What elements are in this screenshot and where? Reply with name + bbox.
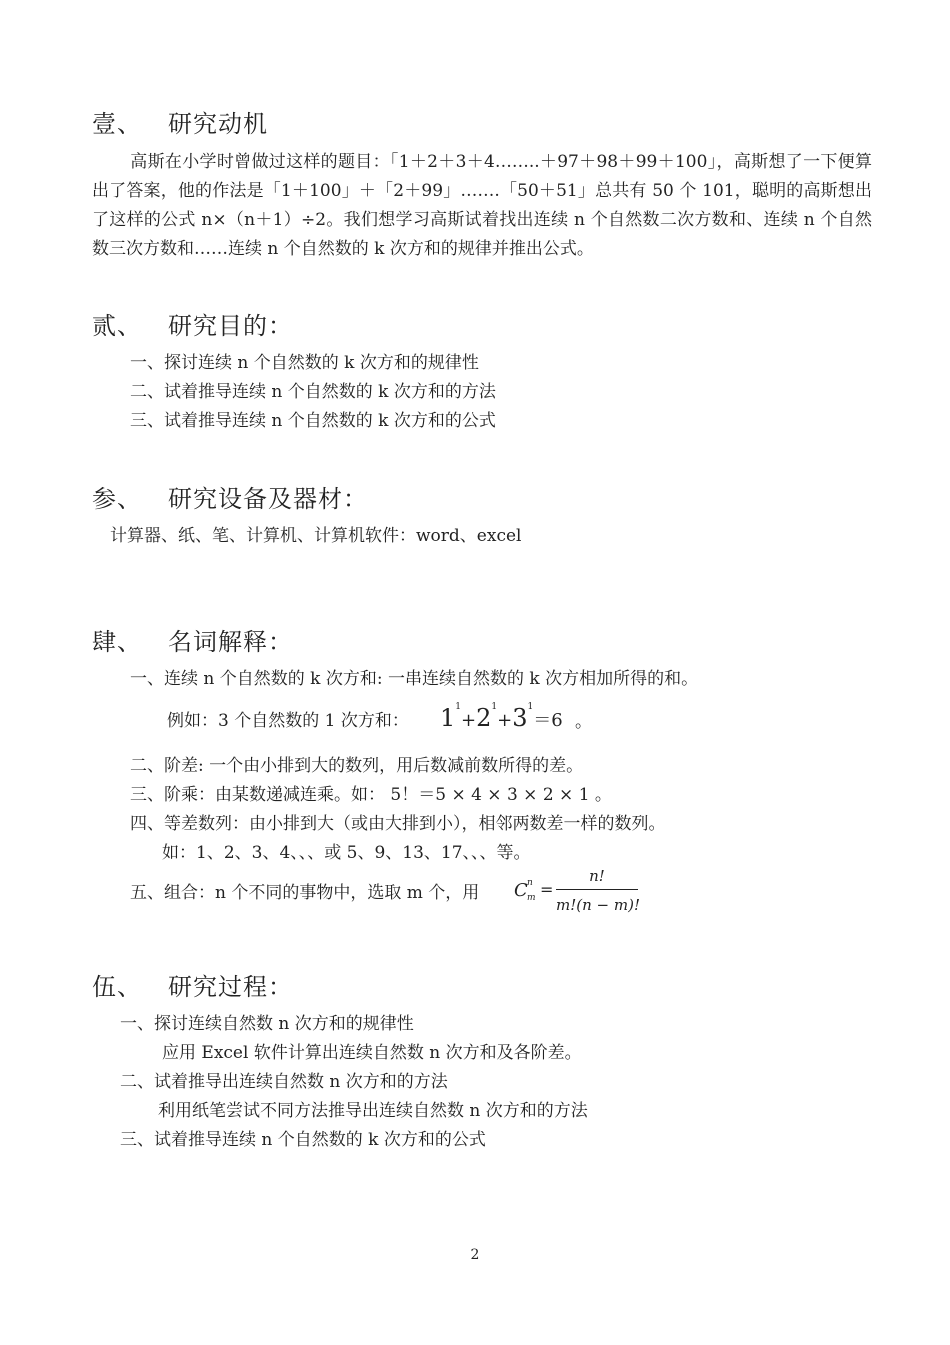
section-title: 研究设备及器材： (168, 485, 368, 513)
section-title: 名词解释： (168, 628, 293, 656)
formula-base: 1 (440, 704, 456, 732)
list-item: 二、试着推导连续 n 个自然数的 k 次方和的方法 (130, 382, 496, 402)
section-number: 贰、 (92, 312, 142, 340)
formula-exponent: 1 (455, 702, 462, 712)
section-number: 肆、 (92, 628, 142, 656)
section-number: 伍、 (92, 973, 142, 1001)
definition-item: 一、连续 n 个自然数的 k 次方和: 一串连续自然数的 k 次方相加所得的和。 (130, 669, 699, 689)
list-item: 一、探讨连续 n 个自然数的 k 次方和的规律性 (130, 353, 479, 373)
definition-example: 如：1、2、3、4、、、或 5、9、13、17、、、等。 (162, 843, 531, 863)
formula-plus: + (461, 710, 477, 731)
fraction-numerator: n! (589, 867, 605, 885)
definition-item: 二、阶差: 一个由小排到大的数列，用后数减前数所得的差。 (130, 756, 584, 776)
section-title: 研究动机 (168, 110, 268, 138)
page-number: 2 (470, 1247, 480, 1263)
motivation-text: 高斯在小学时曾做过这样的题目：「1＋2＋3＋4……..＋97＋98＋99＋100」，高斯想了一下便算出了答案，他的作法是「1＋100」＋「2＋99」…….「50＋51」总共有 50 个 101，聪明的高斯想出了这样的公式 n×（n＋1）÷2。我们想学习高斯试着找出连续 n 个自然数二次方数和、连续 n 个自然数三次方数和……连续 n 个自然数的 k 次方和的规律并推出公式。 (92, 152, 872, 259)
formula-exponent: 1 (527, 702, 534, 712)
formula-c: C (514, 880, 528, 901)
formula-plus: + (497, 710, 513, 731)
section-heading-5 (92, 967, 293, 1002)
section-title: 研究目的： (168, 312, 293, 340)
definition-item: 五、组合：n 个不同的事物中，选取 m 个，用 (130, 883, 480, 903)
formula-base: 2 (476, 704, 492, 732)
equipment-list: 计算器、纸、笔、计算机、计算机软件：word、excel (110, 526, 522, 546)
sum-formula (440, 704, 563, 732)
process-detail: 应用 Excel 软件计算出连续自然数 n 次方和及各阶差。 (162, 1043, 582, 1063)
section-number: 参、 (92, 485, 142, 513)
section-number: 壹、 (92, 110, 142, 138)
combination-symbol (514, 880, 528, 901)
section-heading-1 (92, 104, 268, 139)
combination-sup: n (527, 878, 533, 888)
process-item: 二、试着推导出连续自然数 n 次方和的方法 (120, 1072, 448, 1092)
list-item: 三、试着推导连续 n 个自然数的 k 次方和的公式 (130, 411, 496, 431)
process-item: 一、探讨连续自然数 n 次方和的规律性 (120, 1014, 414, 1034)
process-detail: 利用纸笔尝试不同方法推导出连续自然数 n 次方和的方法 (158, 1101, 588, 1121)
section-heading-2 (92, 306, 293, 341)
section-heading-4 (92, 622, 293, 657)
combination-sub: m (527, 893, 536, 903)
formula-result: ＝6 (533, 710, 563, 731)
motivation-paragraph (92, 148, 872, 264)
formula-base: 3 (512, 704, 528, 732)
section-title: 研究过程： (168, 973, 293, 1001)
formula-exponent: 1 (491, 702, 498, 712)
combination-equals: = (540, 880, 554, 899)
section-heading-3 (92, 479, 368, 514)
formula-period: 。 (575, 712, 592, 732)
fraction-denominator: m!(n − m)! (556, 896, 640, 914)
fraction-bar (556, 889, 638, 890)
process-item: 三、试着推导连续 n 个自然数的 k 次方和的公式 (120, 1130, 486, 1150)
definition-item: 四、等差数列：由小排到大（或由大排到小），相邻两数差一样的数列。 (130, 814, 666, 834)
example-label: 例如：3 个自然数的 1 次方和： (167, 711, 409, 731)
definition-item: 三、阶乘：由某数递减连乘。如： 5！＝5 × 4 × 3 × 2 × 1 。 (130, 785, 612, 805)
